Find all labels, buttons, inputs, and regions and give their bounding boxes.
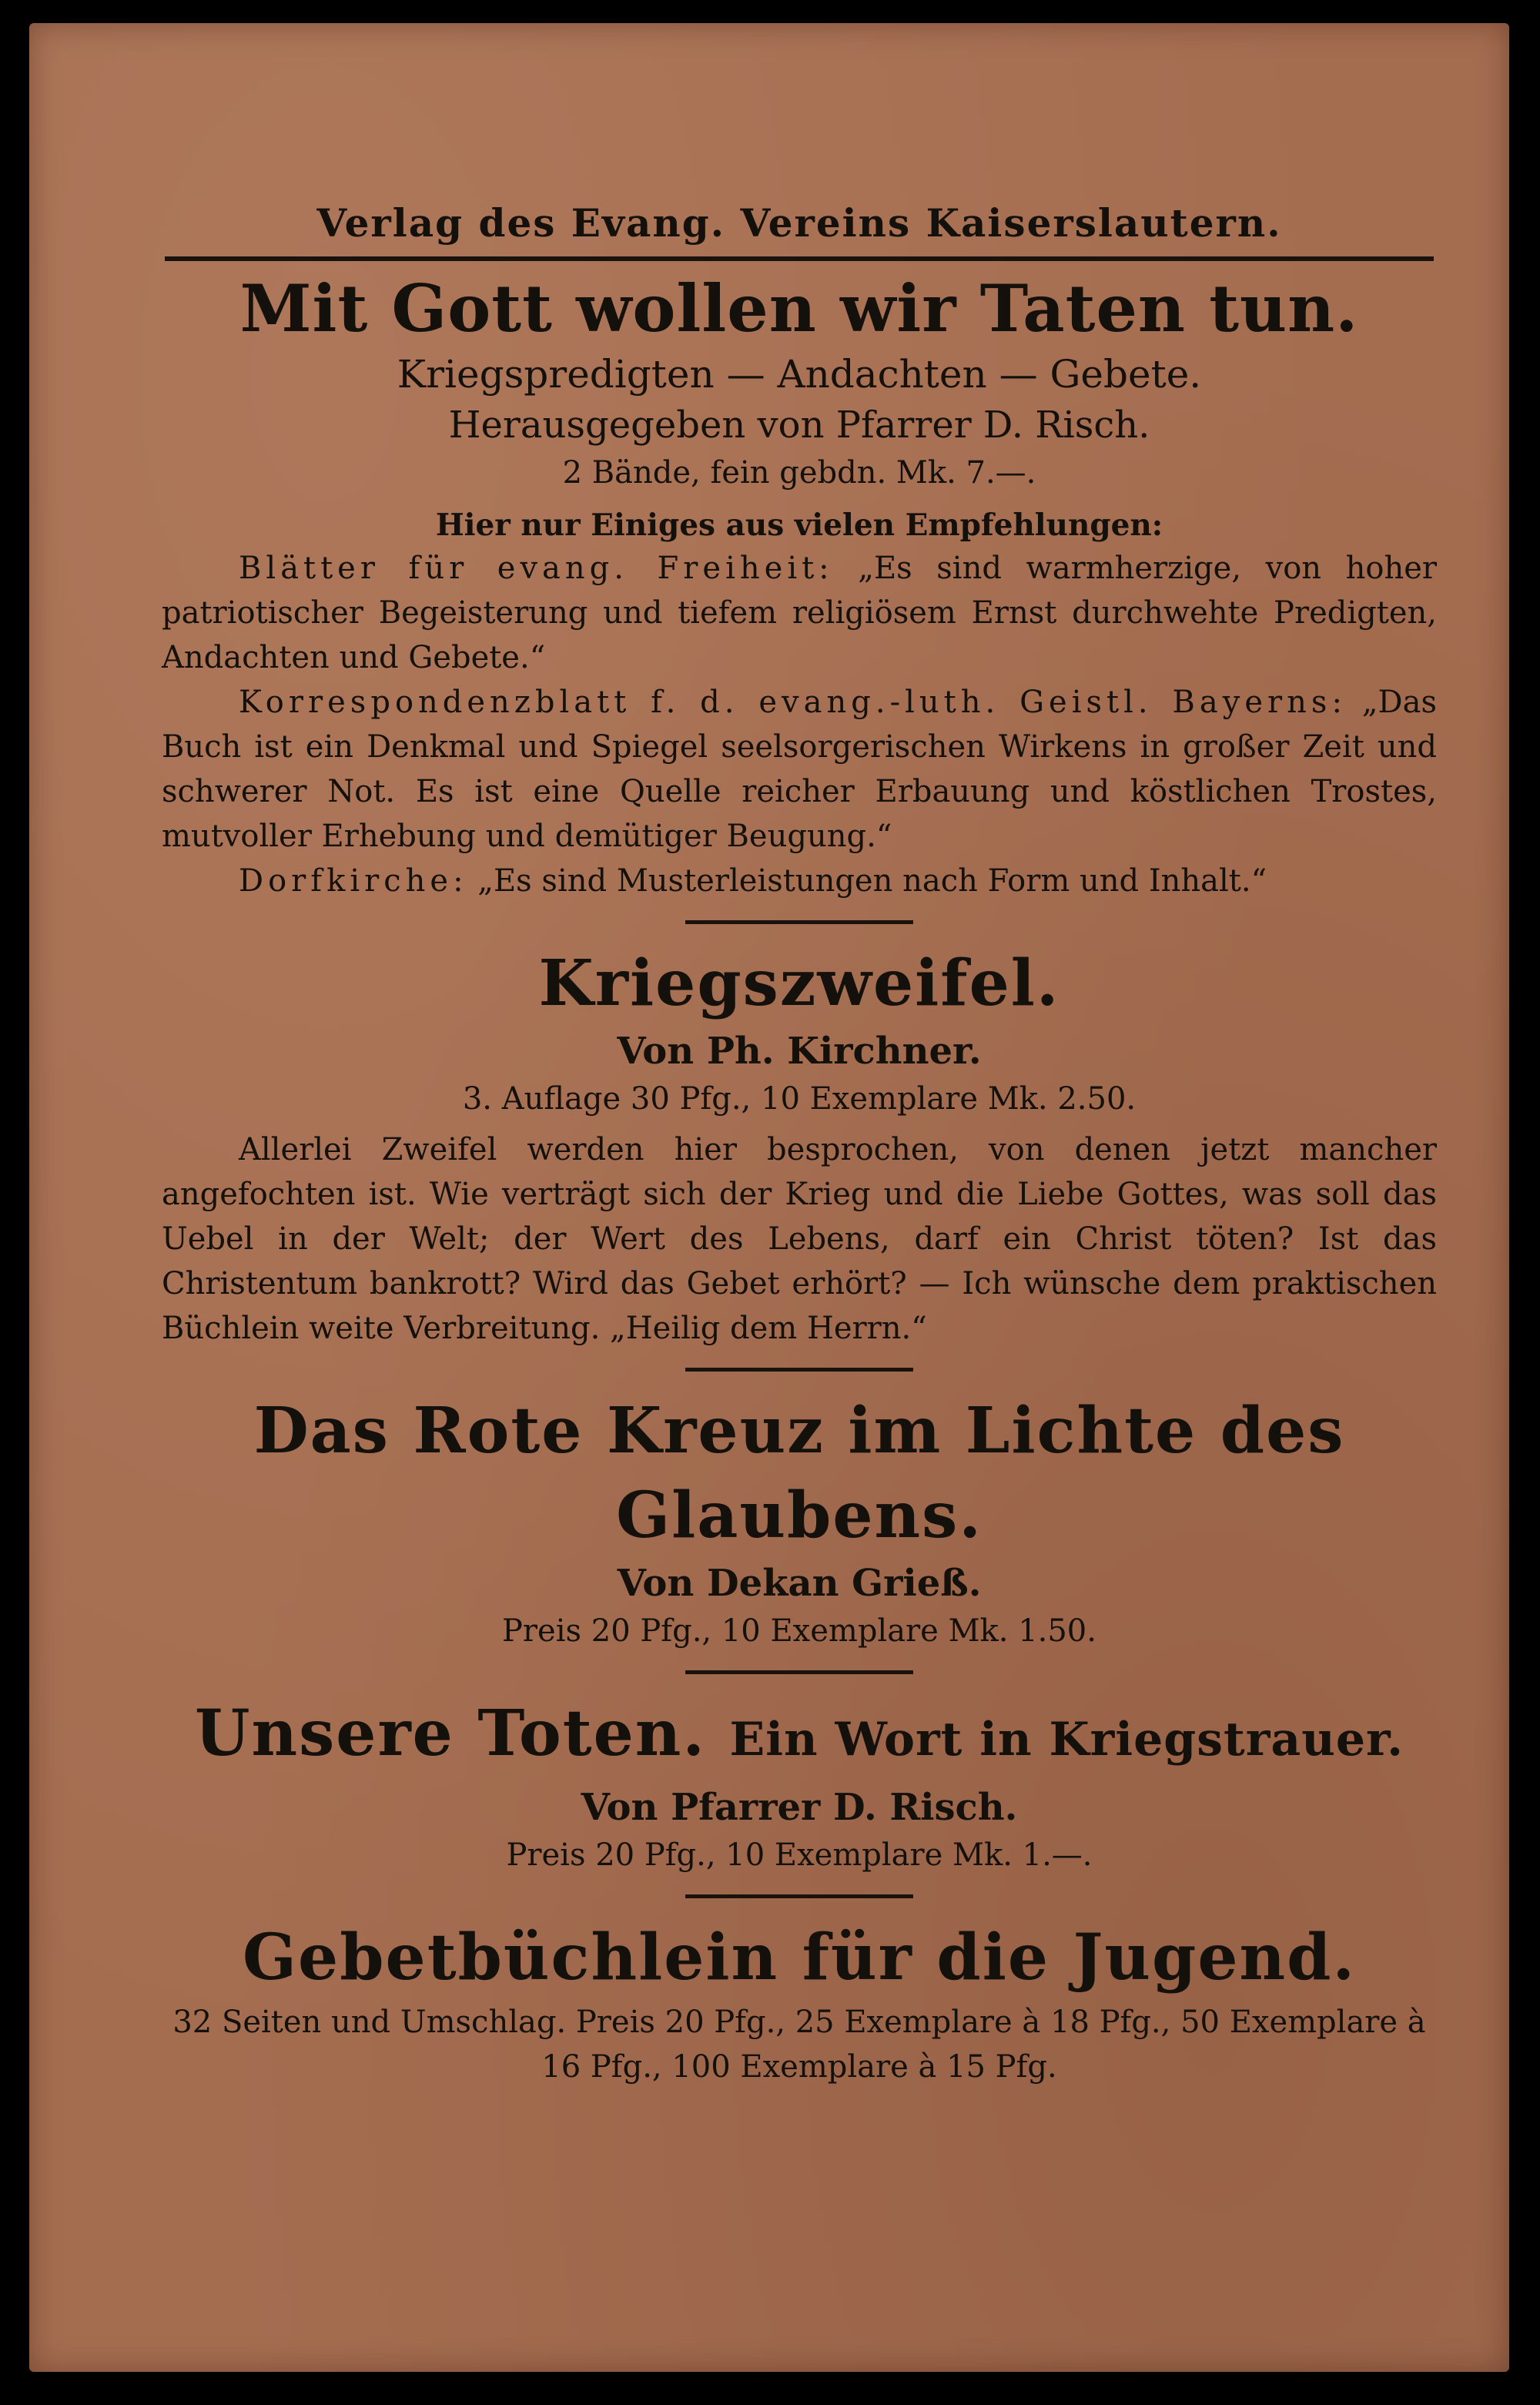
book1-editor: Herausgegeben von Pfarrer D. Risch. (448, 404, 1150, 447)
book3-price: Preis 20 Pfg., 10 Exemplare Mk. 1.50. (502, 1613, 1096, 1649)
book4-author: Von Pfarrer D. Risch. (581, 1786, 1018, 1829)
book5-title: Gebetbüchlein für die Jugend. (243, 1921, 1356, 1995)
book3-title-line2: Glaubens. (616, 1479, 983, 1553)
book2-author: Von Ph. Kirchner. (617, 1030, 982, 1073)
book-back-cover (29, 23, 1509, 2372)
cover-content (162, 200, 1437, 2089)
divider-1 (685, 920, 913, 924)
book4-title: Unsere Toten. (195, 1697, 706, 1770)
publisher-line: Verlag des Evang. Vereins Kaiserslautern. (316, 200, 1282, 246)
review-1-source: Blätter für evang. Freiheit: (239, 551, 834, 586)
book4-subtitle: Ein Wort in Kriegstrauer. (729, 1713, 1404, 1767)
book2-title: Kriegszweifel. (538, 946, 1060, 1020)
review-2-text: „Das Buch ist ein Denkmal und Spiegel seelsorgerischen Wirkens in großer Zeit und schwerer Not. Es ist eine Quelle reicher Erbauung und köstlichen Trostes, mutvoller Erhebung und demütiger Beugung.“ (162, 685, 1437, 854)
review-3 (162, 859, 1437, 903)
review-3-source: Dorfkirche: (239, 863, 468, 899)
book1-reviews-intro: Hier nur Einiges aus vielen Empfehlungen: (435, 507, 1163, 543)
book3-title-line1: Das Rote Kreuz im Lichte des (253, 1394, 1345, 1468)
book1-subtitle: Kriegspredigten — Andachten — Gebete. (397, 352, 1202, 397)
book5-description: 32 Seiten und Umschlag. Preis 20 Pfg., 25 Exemplare à 18 Pfg., 50 Exemplare à 16 Pfg., 100 Exemplare à 15 Pfg. (172, 2005, 1426, 2085)
review-2 (162, 680, 1437, 859)
book1-title: Mit Gott wollen wir Taten tun. (239, 270, 1359, 347)
divider-4 (685, 1894, 913, 1898)
book1-price: 2 Bände, fein gebdn. Mk. 7.—. (562, 455, 1036, 491)
review-3-text: „Es sind Musterleistungen nach Form und Inhalt.“ (467, 863, 1267, 899)
book2-price: 3. Auflage 30 Pfg., 10 Exemplare Mk. 2.50. (462, 1081, 1137, 1117)
review-2-source: Korrespondenzblatt f. d. evang.-luth. Geistl. Bayerns: (239, 685, 1347, 720)
book4-price: Preis 20 Pfg., 10 Exemplare Mk. 1.—. (506, 1837, 1093, 1873)
divider-3 (685, 1670, 913, 1674)
top-divider (165, 256, 1434, 261)
divider-2 (685, 1368, 913, 1372)
book2-description: Allerlei Zweifel werden hier besprochen, von denen jetzt mancher angefochten ist. Wie verträgt sich der Krieg und die Liebe Gottes, was soll das Uebel in der Welt; der Wert des Lebens, darf ein Christ töten? Ist das Christentum bankrott? Wird das Gebet erhört? — Ich wünsche dem praktischen Büchlein weite Verbreitung. „Heilig dem Herrn.“ (162, 1132, 1437, 1346)
book3-author: Von Dekan Grieß. (617, 1562, 982, 1605)
review-1 (162, 546, 1437, 680)
book4-title-line (162, 1691, 1437, 1782)
review-1-text: „Es sind warmherzige, von hoher patriotischer Begeisterung und tiefem religiösem Ernst durchwehte Predigten, Andachten und Gebete.“ (162, 551, 1438, 675)
